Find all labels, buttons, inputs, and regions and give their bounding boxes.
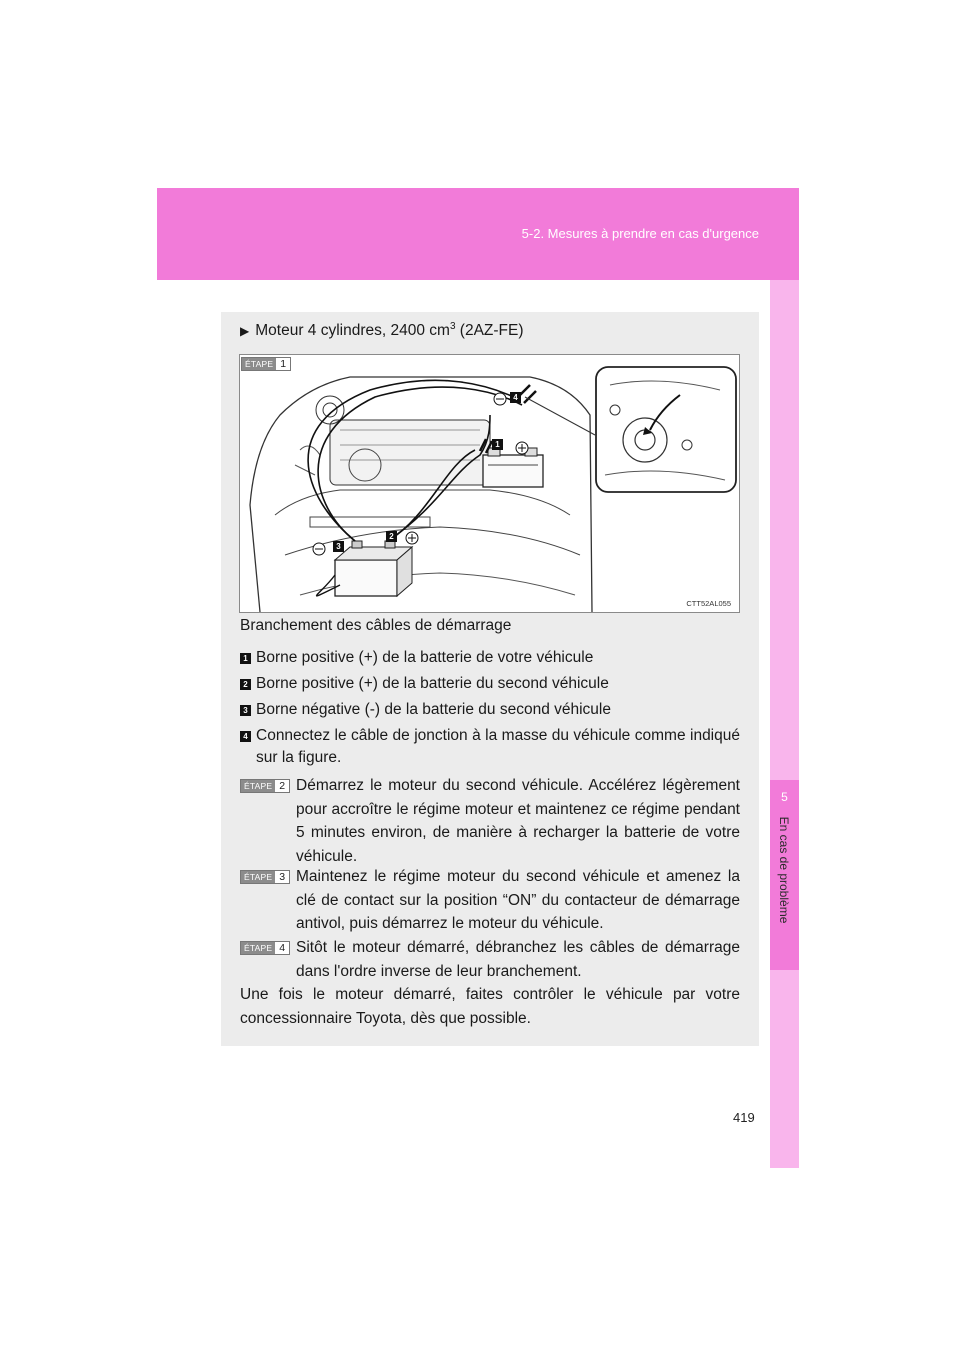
callout-4: 4 bbox=[510, 392, 521, 403]
step-text: Démarrez le moteur du second véhicule. Accélérez légèrement pour accroître le régime moteur et maintenez ce régime pendant 5 minutes environ, de manière à recharger la batterie de votre véhicule. bbox=[296, 777, 740, 865]
chapter-number: 5 bbox=[781, 790, 788, 804]
list-item bbox=[240, 647, 740, 669]
section-header-band bbox=[157, 188, 799, 280]
item-number-badge: 3 bbox=[240, 705, 251, 716]
item-number-badge: 4 bbox=[240, 731, 251, 742]
step-1-label bbox=[241, 357, 291, 371]
chapter-label: En cas de problème bbox=[777, 816, 791, 924]
callout-3: 3 bbox=[333, 541, 344, 552]
item-text: Borne positive (+) de la batterie de votre véhicule bbox=[256, 649, 594, 666]
item-text: Borne positive (+) de la batterie du second véhicule bbox=[256, 675, 609, 692]
callout-2: 2 bbox=[386, 531, 397, 542]
engine-bay-illustration bbox=[239, 354, 740, 613]
list-item bbox=[240, 725, 740, 769]
step-number: 4 bbox=[279, 942, 286, 954]
step-number: 2 bbox=[279, 780, 286, 792]
figure-code: CTT52AL055 bbox=[686, 599, 731, 608]
section-heading bbox=[240, 321, 524, 340]
list-item bbox=[240, 673, 740, 695]
step-text: Maintenez le régime moteur du second véhicule et amenez la clé de contact sur la position “ON” du contacteur de démarrage antivol, puis démarrez le moteur du véhicule. bbox=[296, 868, 740, 932]
step-3 bbox=[240, 865, 740, 936]
heading-suffix: (2AZ-FE) bbox=[455, 322, 524, 340]
item-number-badge: 2 bbox=[240, 679, 251, 690]
triangle-bullet-icon: ▶ bbox=[240, 324, 250, 339]
step-label-text: ÉTAPE bbox=[241, 780, 275, 792]
list-item bbox=[240, 699, 740, 721]
step-4 bbox=[240, 936, 740, 983]
step-label-text: ÉTAPE bbox=[242, 358, 276, 370]
page-number: 419 bbox=[733, 1110, 755, 1125]
step-text: Sitôt le moteur démarré, débranchez les câbles de démarrage dans l'ordre inverse de leur branchement. bbox=[296, 939, 740, 980]
heading-superscript: 3 bbox=[449, 321, 456, 332]
jumper-cable-diagram bbox=[240, 355, 739, 612]
step-3-label bbox=[240, 870, 290, 884]
item-text: Connectez le câble de jonction à la masse du véhicule comme indiqué sur la figure. bbox=[256, 727, 740, 766]
closing-paragraph: Une fois le moteur démarré, faites contrôler le véhicule par votre concessionnaire Toyota, dès que possible. bbox=[240, 986, 740, 1027]
item-number-badge: 1 bbox=[240, 653, 251, 664]
heading-text: Moteur 4 cylindres, 2400 cm bbox=[255, 322, 450, 340]
item-text: Borne négative (-) de la batterie du second véhicule bbox=[256, 701, 611, 718]
figure-caption: Branchement des câbles de démarrage bbox=[240, 617, 512, 634]
step-4-label bbox=[240, 941, 290, 955]
section-title: 5-2. Mesures à prendre en cas d'urgence bbox=[521, 226, 759, 241]
step-2 bbox=[240, 774, 740, 868]
step-label-text: ÉTAPE bbox=[241, 942, 275, 954]
step-2-label bbox=[240, 779, 290, 793]
step-1-number: 1 bbox=[280, 358, 287, 370]
callout-1: 1 bbox=[492, 439, 503, 450]
step-number: 3 bbox=[279, 871, 286, 883]
chapter-side-tab bbox=[770, 280, 799, 1168]
step-label-text: ÉTAPE bbox=[241, 871, 275, 883]
